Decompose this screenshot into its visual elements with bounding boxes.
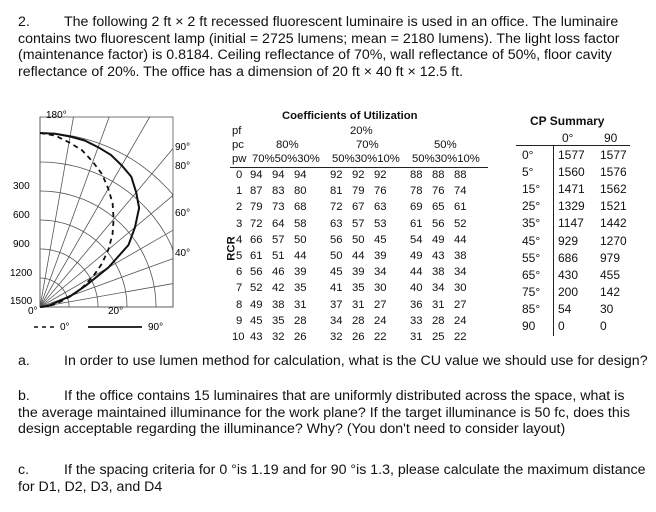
cp-angle: 55°: [522, 250, 541, 265]
polar-angle-label: 20°: [108, 306, 124, 317]
cu-rcr-value: 10: [232, 331, 245, 343]
cu-cell: 38: [272, 298, 285, 311]
cu-cell: 61: [454, 201, 467, 214]
cu-cell: 24: [454, 314, 467, 327]
cp-value-0: 686: [558, 250, 579, 265]
cp-value-0: 1560: [558, 165, 585, 180]
problem-number: 2.: [18, 14, 30, 30]
cu-cell: 63: [374, 201, 387, 214]
cu-cell: 94: [272, 169, 285, 181]
cu-cell: 38: [432, 266, 445, 279]
cu-cell: 39: [294, 266, 307, 279]
pw-group-3: 50%30%10%: [412, 153, 480, 165]
cu-cell: 34: [432, 282, 445, 295]
cu-rcr-value: 1: [236, 185, 243, 198]
cp-angle: 35°: [522, 216, 541, 231]
cu-cell: 30: [454, 282, 467, 295]
legend-label-0: 0°: [60, 322, 70, 333]
cu-cell: 45: [330, 266, 343, 279]
cu-cell: 57: [352, 217, 365, 230]
cu-cell: 27: [454, 298, 467, 311]
cp-value-90: 30: [600, 301, 614, 316]
polar-angle-label: 90°: [175, 142, 191, 153]
cu-cell: 39: [352, 266, 365, 279]
question-c: [18, 462, 648, 495]
cu-cell: 94: [250, 169, 263, 181]
question-c-label: c.: [18, 462, 30, 478]
pf-label: pf: [232, 125, 242, 137]
cu-cell: 24: [374, 314, 387, 327]
cp-value-0: 1329: [558, 199, 585, 214]
cu-cell: 52: [250, 282, 263, 295]
cu-cell: 42: [272, 282, 285, 295]
cu-cell: 56: [250, 266, 263, 279]
grid-line: [40, 148, 173, 307]
cu-rcr-value: 8: [236, 298, 243, 311]
pc-value-70: 70%: [356, 139, 379, 151]
pw-label: pw: [232, 153, 247, 165]
cu-cell: 79: [352, 185, 365, 198]
polar-top-label: 180°: [46, 110, 67, 121]
cu-cell: 74: [454, 185, 467, 198]
cu-cell: 56: [330, 233, 343, 246]
cu-rcr-value: 4: [236, 233, 243, 246]
cu-cell: 31: [294, 298, 307, 311]
cp-value-0: 929: [558, 233, 579, 248]
cu-cell: 76: [374, 185, 387, 198]
cu-cell: 45: [374, 233, 387, 246]
cp-value-90: 1562: [600, 182, 627, 197]
cu-cell: 64: [272, 217, 285, 230]
rcr-label: RCR: [225, 236, 238, 261]
polar-distribution-diagram: [10, 108, 215, 333]
cu-cell: 56: [432, 217, 445, 230]
cu-cell: 73: [272, 201, 285, 214]
cu-rcr-value: 0: [236, 169, 243, 181]
cp-value-0: 430: [558, 267, 579, 282]
cu-cell: 35: [272, 314, 285, 327]
cu-cell: 88: [410, 169, 423, 181]
cp-value-90: 1521: [600, 199, 627, 214]
cu-cell: 72: [330, 201, 343, 214]
cu-cell: 26: [294, 331, 307, 343]
polar-radial-label: 900: [13, 239, 30, 250]
cu-cell: 54: [410, 233, 423, 246]
cu-cell: 88: [432, 169, 445, 181]
cu-cell: 41: [330, 282, 343, 295]
cu-cell: 35: [352, 282, 365, 295]
cu-cell: 44: [294, 250, 307, 262]
cu-cell: 34: [454, 266, 467, 279]
polar-angle-label: 60°: [175, 208, 191, 219]
pw-group-1: 70%50%30%: [252, 153, 320, 165]
cp-vrule: [553, 146, 554, 336]
cu-cell: 22: [454, 331, 467, 343]
cu-rcr-value: 7: [236, 282, 243, 295]
cu-cell: 43: [432, 250, 445, 262]
cu-cell: 78: [410, 185, 423, 198]
cp-angle: 65°: [522, 267, 541, 282]
question-c-text: If the spacing criteria for 0 °is 1.19 and for 90 °is 1.3, please calculate the maximum distance for D1, D2, D3, and D4: [18, 462, 646, 495]
cu-cell: 28: [352, 314, 365, 327]
cu-rcr-value: 2: [236, 201, 243, 214]
cp-value-90: 1270: [600, 233, 627, 248]
cp-value-0: 200: [558, 284, 579, 299]
cp-value-90: 1577: [600, 148, 627, 162]
cp-summary: [516, 112, 636, 342]
cu-cell: 40: [410, 282, 423, 295]
cp-angle: 75°: [522, 284, 541, 299]
cu-cell: 43: [250, 331, 263, 343]
cu-cell: 63: [330, 217, 343, 230]
pf-value: 20%: [350, 125, 373, 137]
cu-cell: 81: [330, 185, 343, 198]
cu-cell: 72: [250, 217, 263, 230]
curve-0-degree: [40, 133, 114, 307]
cu-cell: 28: [294, 314, 307, 327]
cu-cell: 26: [352, 331, 365, 343]
cu-cell: 69: [410, 201, 423, 214]
cu-cell: 37: [330, 298, 343, 311]
cu-cell: 25: [432, 331, 445, 343]
polar-angle-label: 80°: [175, 161, 191, 172]
cu-cell: 38: [454, 250, 467, 262]
cu-cell: 80: [294, 185, 307, 198]
pc-value-80: 80%: [276, 139, 299, 151]
cu-cell: 92: [374, 169, 387, 181]
cu-cell: 27: [374, 298, 387, 311]
cu-cell: 36: [410, 298, 423, 311]
cu-cell: 57: [272, 233, 285, 246]
cp-rule: [516, 145, 630, 146]
cu-cell: 32: [272, 331, 285, 343]
cu-cell: 92: [352, 169, 365, 181]
cp-value-90: 0: [600, 319, 607, 333]
cu-cell: 46: [272, 266, 285, 279]
cu-rcr-value: 9: [236, 314, 243, 327]
cp-value-0: 54: [558, 301, 572, 316]
cp-value-90: 455: [600, 267, 621, 282]
pc-value-50: 50%: [434, 139, 457, 151]
cp-value-0: 1577: [558, 148, 585, 162]
cu-cell: 49: [432, 233, 445, 246]
cu-cell: 49: [410, 250, 423, 262]
cu-cell: 50: [352, 233, 365, 246]
cu-table: [225, 110, 518, 343]
cp-value-90: 979: [600, 250, 621, 265]
cp-angle: 5°: [522, 165, 534, 180]
cu-cell: 32: [330, 331, 343, 343]
cu-rcr-value: 3: [236, 217, 243, 230]
polar-radial-label: 1200: [10, 268, 33, 279]
cu-cell: 33: [410, 314, 423, 327]
cu-cell: 28: [432, 314, 445, 327]
cu-cell: 44: [352, 250, 365, 262]
cu-cell: 76: [432, 185, 445, 198]
cu-cell: 65: [432, 201, 445, 214]
problem-intro: [18, 14, 648, 80]
cu-cell: 35: [294, 282, 307, 295]
cu-cell: 44: [410, 266, 423, 279]
cu-cell: 30: [374, 282, 387, 295]
cp-value-90: 1576: [600, 165, 627, 180]
cu-cell: 61: [250, 250, 263, 262]
cu-cell: 22: [374, 331, 387, 343]
cu-cell: 66: [250, 233, 263, 246]
cu-cell: 88: [454, 169, 467, 181]
cu-cell: 92: [330, 169, 343, 181]
cu-cell: 50: [294, 233, 307, 246]
problem-intro-text: The following 2 ft × 2 ft recessed fluorescent luminaire is used in an office. The luminaire contains two fluorescent lamp (initial = 2725 lumens; mean = 2180 lumens). The light loss factor (maintenance factor) is 0.8184. Ceiling reflectance of 70%, wall reflectance of 50%, floor cavity reflectance of 20%. The office has a dimension of 20 ft × 40 ft × 12.5 ft.: [18, 14, 620, 80]
cu-title: Coefficients of Utilization: [282, 110, 418, 122]
cp-header-0: 0°: [562, 131, 574, 145]
cu-rcr-value: 6: [236, 266, 243, 279]
polar-radial-label: 600: [13, 210, 30, 221]
cu-cell: 44: [454, 233, 467, 246]
cp-value-0: 1147: [558, 216, 584, 231]
question-b: [18, 388, 648, 438]
pw-underline: [230, 167, 488, 168]
cu-rcr-value: 5: [236, 250, 243, 262]
pc-label: pc: [232, 139, 244, 151]
cu-cell: 52: [454, 217, 467, 230]
question-a: [18, 353, 648, 370]
polar-radial-label: 1500: [10, 296, 33, 307]
cp-angle: 0°: [522, 148, 534, 162]
cp-angle: 45°: [522, 233, 541, 248]
cu-cell: 83: [272, 185, 285, 198]
pw-group-2: 50%30%10%: [332, 153, 400, 165]
cp-angle: 90: [522, 319, 536, 333]
cu-cell: 45: [250, 314, 263, 327]
polar-angle-label: 40°: [175, 248, 191, 259]
cp-angle: 85°: [522, 301, 541, 316]
cp-value-0: 1471: [558, 182, 585, 197]
question-a-text: In order to use lumen method for calculation, what is the CU value we should use for design?: [64, 353, 648, 369]
question-b-text: If the office contains 15 luminaires that are uniformly distributed across the space, what is the average maintained illuminance for the work plane? If the target illuminance is 50 fc, does this design acceptable regarding the illuminance? Why? (You don't need to consider layout): [18, 388, 630, 438]
cp-value-0: 0: [558, 319, 565, 333]
legend-label-90: 90°: [148, 322, 164, 333]
cu-cell: 58: [294, 217, 307, 230]
cu-cell: 94: [294, 169, 307, 181]
polar-radial-label: 300: [13, 181, 30, 192]
cu-cell: 51: [272, 250, 285, 262]
cu-cell: 39: [374, 250, 387, 262]
cu-cell: 53: [374, 217, 387, 230]
cu-cell: 34: [374, 266, 387, 279]
question-a-label: a.: [18, 353, 30, 369]
cp-value-90: 142: [600, 284, 621, 299]
polar-bottom-zero: 0°: [28, 306, 38, 317]
question-b-label: b.: [18, 388, 30, 404]
cp-angle: 15°: [522, 182, 541, 197]
cu-cell: 49: [250, 298, 263, 311]
cu-cell: 61: [410, 217, 423, 230]
cu-cell: 31: [432, 298, 445, 311]
cu-cell: 50: [330, 250, 343, 262]
cp-value-90: 1442: [600, 216, 627, 231]
cu-cell: 34: [330, 314, 343, 327]
cu-cell: 87: [250, 185, 263, 198]
cu-cell: 31: [410, 331, 423, 343]
cu-cell: 67: [352, 201, 365, 214]
cp-header-90: 90: [604, 131, 618, 145]
polar-grid: [40, 117, 173, 307]
cu-cell: 68: [294, 201, 307, 214]
cp-angle: 25°: [522, 199, 541, 214]
cu-cell: 31: [352, 298, 365, 311]
cp-title: CP Summary: [530, 114, 605, 128]
grid-arc: [40, 162, 173, 307]
cu-cell: 79: [250, 201, 263, 214]
